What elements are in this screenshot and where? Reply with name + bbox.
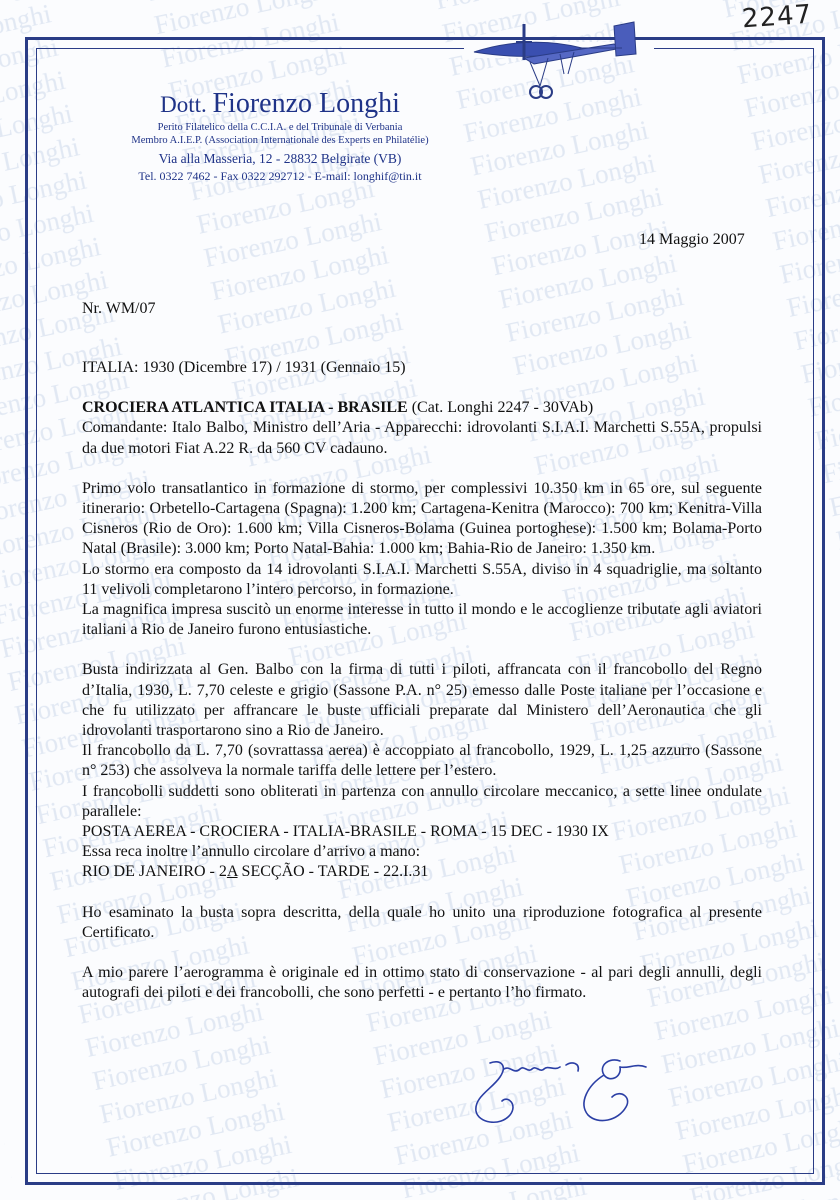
squadron-paragraph: Lo stormo era composto da 14 idrovolanti S.I.A.I. Marchetti S.55A, diviso in 4 squadriglie, ma soltanto 11 velivoli completarono l’intero percorso, in formazione.: [82, 560, 762, 598]
letterhead-contacts: Tel. 0322 7462 - Fax 0322 292712 - E-mail: longhif@tin.it: [138, 169, 422, 183]
letterhead-fullname: Fiorenzo Longhi: [212, 88, 400, 119]
subject-line: [82, 398, 762, 418]
cancel-intro: I francobolli suddetti sono obliterati in partenza con annullo circolare meccanico, a sette linee ondulate parallele:: [82, 782, 762, 820]
letterhead-address: Via alla Masseria, 12 - 28832 Belgirate (VB): [158, 151, 402, 166]
arrival-suffix: SECÇÃO - TARDE - 22.I.31: [237, 863, 429, 881]
letterhead-membership: Membro A.I.E.P. (Association Internationale des Experts en Philatélie): [131, 135, 429, 146]
subject-title: CROCIERA ATLANTICA ITALIA - BRASILE: [82, 399, 408, 417]
flight-paragraph: Primo volo transatlantico in formazione di stormo, per complessivi 10.350 km in 65 ore, sul seguente itinerario: Orbetello-Cartagena (Spagna): 1.200 km; Cartagena-Kenitra (Marocco): 700 km; Kenitra-Villa Cisneros (Rio de Oro): 1.600 km; Villa Cisneros-Bolama (Guinea portoghese): 1.500 km; Bolama-Porto Natal (Brasile): 3.000 km; Porto Natal-Bahia: 1.000 km; Bahia-Rio de Janeiro: 1.350 km.: [82, 479, 762, 558]
letterhead-title: Dott.: [160, 92, 207, 117]
letterhead: [80, 88, 480, 184]
arrival-superscript: A: [226, 863, 238, 881]
arrival-prefix: RIO DE JANEIRO - 2: [82, 863, 227, 881]
airplane-logo-icon: [464, 14, 654, 106]
impresa-paragraph: La magnifica impresa suscitò un enorme interesse in tutto il mondo e le accoglienze tributate agli aviatori italiani a Rio de Janeiro furono entusiastiche.: [82, 601, 762, 639]
letterhead-qualification: Perito Filatelico della C.C.I.A. e del Tribunale di Verbania: [157, 122, 403, 133]
period-line: ITALIA: 1930 (Dicembre 17) / 1931 (Gennaio 15): [82, 359, 406, 376]
cancel-text: POSTA AEREA - CROCIERA - ITALIA-BRASILE - ROMA - 15 DEC - 1930 IX: [82, 823, 609, 841]
examined-paragraph: Ho esaminato la busta sopra descritta, della quale ho unito una riproduzione fotografica al presente Certificato.: [82, 903, 762, 941]
document-date: 14 Maggio 2007: [639, 231, 745, 248]
reference-number: Nr. WM/07: [82, 300, 156, 317]
opinion-paragraph: A mio parere l’aerogramma è originale ed in ottimo stato di conservazione - al pari degli annulli, degli autografi dei piloti e dei francobolli, che sono perfetti - e pertanto l’ho firmato.: [82, 964, 762, 1002]
cover-paragraph: Busta indirizzata al Gen. Balbo con la firma di tutti i piloti, affrancata con il francobollo del Regno d’Italia, 1930, L. 7,70 celeste e grigio (Sassone P.A. n° 25) emesso dalle Poste italiane per l’occasione e che fu utilizzato per affrancare le buste ufficiali preparate dal Ministero dell’Aeronautica che gli idrovolanti trasportarono sino a Rio de Janeiro.: [82, 661, 762, 740]
handwritten-certificate-number: 2247: [741, 0, 814, 35]
arrival-text: [82, 862, 762, 882]
commander-paragraph: Comandante: Italo Balbo, Ministro dell’Aria - Apparecchi: idrovolanti S.I.A.I. Marchetti S.55A, propulsi da due motori Fiat A.22 R. da 560 CV cadauno.: [82, 419, 762, 457]
subject-catalogue: (Cat. Longhi 2247 - 30VAb): [411, 399, 594, 417]
letterhead-name: [80, 88, 480, 121]
certificate-body: [82, 358, 762, 1003]
arrival-intro: Essa reca inoltre l’annullo circolare d’arrivo a mano:: [82, 843, 421, 861]
handwritten-signature: [470, 1055, 670, 1130]
stamp-paragraph: Il francobollo da L. 7,70 (sovrattassa aerea) è accoppiato al francobollo, 1929, L. 1,25 azzurro (Sassone n° 253) che assolveva la normale tariffa delle lettere per l’estero.: [82, 742, 762, 780]
